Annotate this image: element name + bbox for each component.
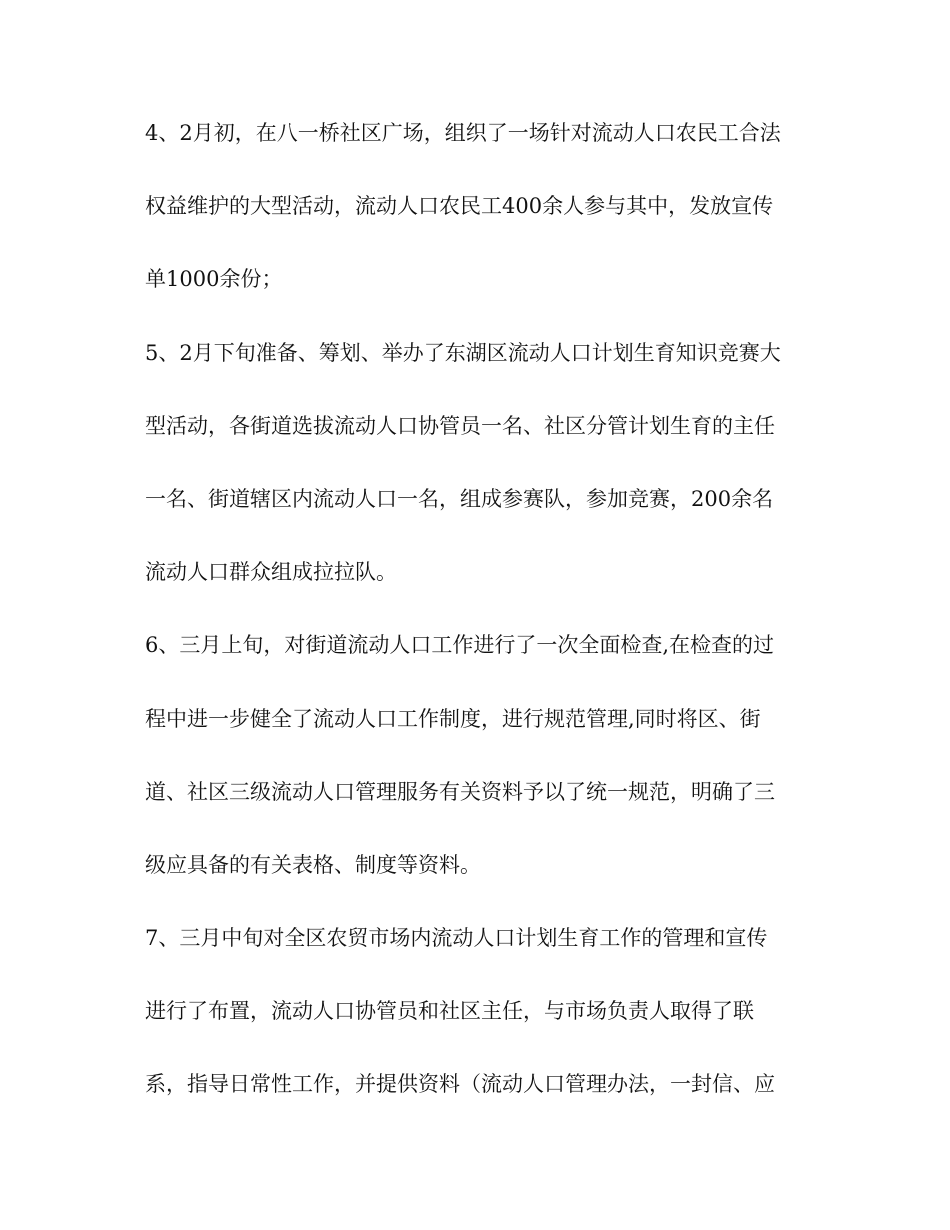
text-line: 一名、街道辖区内流动人口一名，组成参赛队，参加竞赛，200余名 [145,486,774,511]
text-line: 4、2月初，在八一桥社区广场，组织了一场针对流动人口农民工合法 [145,121,781,145]
text-line: 系，指导日常性工作，并提供资料（流动人口管理办法，一封信、应 [145,1072,775,1097]
text-line: 级应具备的有关表格、制度等资料。 [145,852,481,877]
text-line: 权益维护的大型活动，流动人口农民工400余人参与其中，发放宣传 [145,194,774,219]
document-body [145,121,810,1146]
text-line: 5、2月下旬准备、筹划、举办了东湖区流动人口计划生育知识竞赛大 [145,340,781,365]
text-line: 6、三月上旬，对街道流动人口工作进行了一次全面检查,在检查的过 [145,633,775,658]
text-line: 流动人口群众组成拉拉队。 [145,560,397,585]
text-line: 进行了布置，流动人口协管员和社区主任，与市场负责人取得了联 [145,999,754,1024]
text-line: 7、三月中旬对全区农贸市场内流动人口计划生育工作的管理和宣传 [145,926,768,951]
text-line: 程中进一步健全了流动人口工作制度，进行规范管理,同时将区、街 [145,706,761,731]
text-line: 单1000余份； [145,267,283,292]
text-line: 道、社区三级流动人口管理服务有关资料予以了统一规范，明确了三 [145,779,775,804]
text-line: 型活动，各街道选拔流动人口协管员一名、社区分管计划生育的主任 [145,413,775,438]
